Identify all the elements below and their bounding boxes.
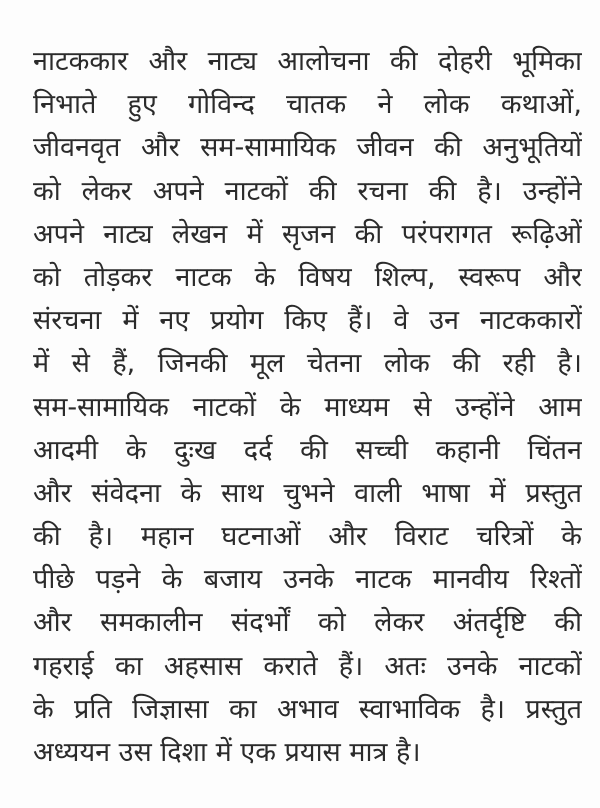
body-paragraph bbox=[33, 40, 582, 774]
text-line: के प्रति जिज्ञासा का अभाव स्वाभाविक है। प्रस्तुत bbox=[33, 693, 582, 725]
text-line: जीवनवृत और सम-सामायिक जीवन की अनुभूतियों bbox=[33, 132, 582, 164]
text-line: पीछे पड़ने के बजाय उनके नाटक मानवीय रिश्तों bbox=[33, 564, 582, 596]
text-line: को लेकर अपने नाटकों की रचना की है। उन्होंने bbox=[33, 175, 582, 207]
text-line: आदमी के दुःख दर्द की सच्ची कहानी चिंतन bbox=[33, 434, 582, 466]
text-line: नाटककार और नाट्य आलोचना की दोहरी भूमिका bbox=[33, 46, 582, 77]
text-line: में से हैं, जिनकी मूल चेतना लोक की रही है। bbox=[33, 348, 582, 380]
text-line: और समकालीन संदर्भों को लेकर अंतर्दृष्टि की bbox=[33, 607, 582, 639]
text-line: की है। महान घटनाओं और विराट चरित्रों के bbox=[33, 521, 582, 553]
text-line: अपने नाट्य लेखन में सृजन की परंपरागत रूढ़िओं bbox=[33, 218, 582, 250]
text-line: संरचना में नए प्रयोग किए हैं। वे उन नाटककारों bbox=[33, 305, 582, 337]
text-line: सम-सामायिक नाटकों के माध्यम से उन्होंने आम bbox=[33, 391, 582, 423]
text-line: और संवेदना के साथ चुभने वाली भाषा में प्रस्तुत bbox=[33, 477, 582, 509]
text-line: को तोड़कर नाटक के विषय शिल्प, स्वरूप और bbox=[33, 261, 582, 293]
text-line: गहराई का अहसास कराते हैं। अतः उनके नाटकों bbox=[33, 650, 582, 682]
text-line: निभाते हुए गोविन्द चातक ने लोक कथाओं, bbox=[33, 89, 582, 121]
text-line: अध्ययन उस दिशा में एक प्रयास मात्र है। bbox=[33, 737, 421, 768]
